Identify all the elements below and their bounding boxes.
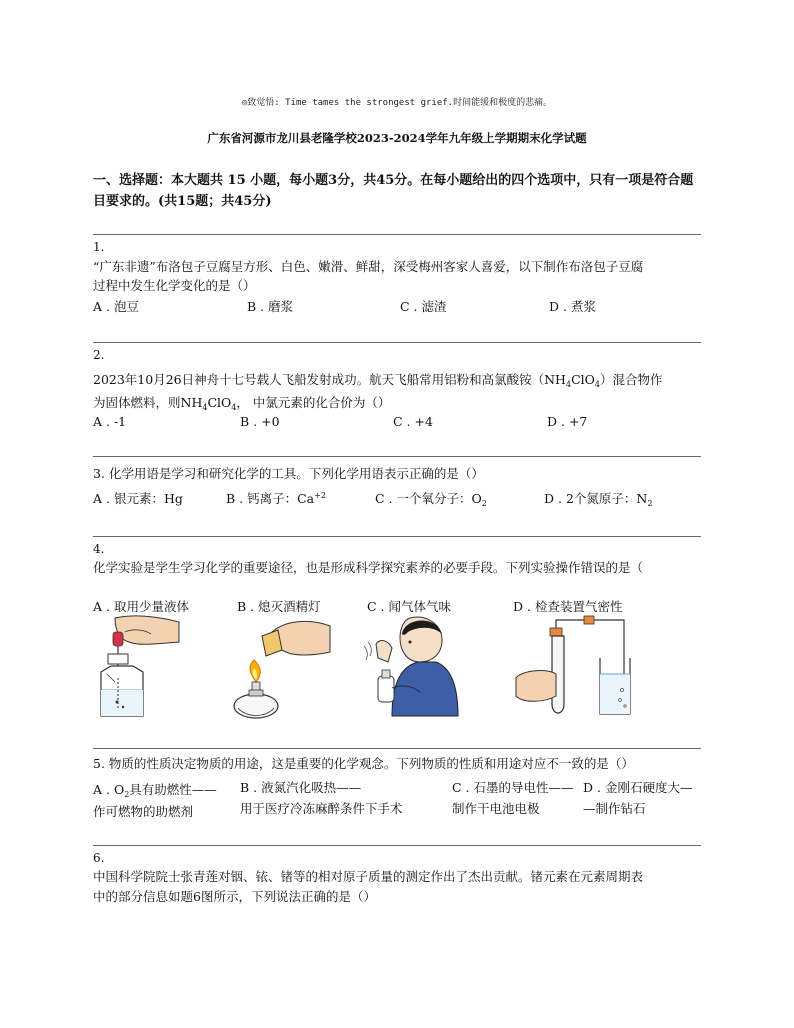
subscript: 2 bbox=[647, 499, 653, 508]
divider bbox=[93, 845, 701, 846]
subscript: 2 bbox=[124, 790, 130, 799]
q5-option-d-line2: —制作钻石 bbox=[583, 801, 646, 816]
q2-number: 2. bbox=[93, 348, 105, 362]
q2-option-c[interactable]: C . +4 bbox=[393, 414, 433, 429]
q3-option-b-text: B . 钙离子：Ca bbox=[226, 491, 315, 506]
q2-text: ClO bbox=[571, 372, 595, 387]
q5-option-c-line2: 制作干电池电极 bbox=[452, 801, 540, 816]
q3-stem: 3. 化学用语是学习和研究化学的工具。下列化学用语表示正确的是（） bbox=[93, 466, 484, 481]
q4-option-a[interactable]: A . 取用少量液体 bbox=[93, 599, 189, 614]
q5-option-a-line1 bbox=[93, 780, 217, 799]
q1-option-c[interactable]: C . 滤渣 bbox=[400, 299, 447, 314]
superscript: +2 bbox=[314, 491, 326, 500]
divider bbox=[93, 234, 701, 235]
subscript: 4 bbox=[231, 403, 237, 412]
q2-text: ， 中氯元素的化合价为（） bbox=[236, 395, 391, 410]
q1-stem-line2: 过程中发生化学变化的是（） bbox=[93, 278, 256, 293]
subscript: 4 bbox=[565, 380, 572, 389]
q2-stem-line1 bbox=[93, 370, 662, 389]
q5-option-a-line2: 作可燃物的助燃剂 bbox=[93, 804, 194, 819]
q5-option-b-line1: B . 液氮汽化吸热—— bbox=[240, 780, 362, 795]
alcohol-lamp-illustration bbox=[232, 612, 332, 720]
q3-option-c-text: C . 一个氧分子：O bbox=[375, 491, 482, 506]
subscript: 2 bbox=[481, 499, 487, 508]
q4-option-c[interactable]: C . 闻气体气味 bbox=[367, 599, 451, 614]
q5-option-a[interactable] bbox=[93, 780, 217, 820]
q6-number: 6. bbox=[93, 851, 105, 865]
q3-option-b[interactable] bbox=[226, 489, 326, 507]
q2-option-a[interactable]: A . -1 bbox=[93, 414, 127, 429]
q1-option-d[interactable]: D . 煮浆 bbox=[549, 299, 596, 314]
q5-option-c[interactable] bbox=[452, 778, 574, 817]
q2-text: ）混合物作 bbox=[599, 372, 663, 387]
q5-option-d-line1: D . 金刚石硬度大— bbox=[583, 780, 693, 795]
q1-option-a[interactable]: A . 泡豆 bbox=[93, 299, 139, 314]
q3-option-a[interactable]: A . 银元素：Hg bbox=[93, 491, 183, 506]
q3-option-d[interactable] bbox=[544, 489, 652, 508]
q2-text: 2023年10月26日神舟十七号载人飞船发射成功。航天飞船常用铝粉和高氯酸铵（NH bbox=[93, 372, 566, 387]
divider bbox=[93, 536, 701, 537]
subscript: 4 bbox=[202, 403, 208, 412]
q1-number: 1. bbox=[93, 240, 105, 254]
q4-option-b[interactable]: B . 熄灭酒精灯 bbox=[237, 599, 321, 614]
q5-option-d[interactable] bbox=[583, 778, 692, 817]
q3-option-d-text: D . 2个氮原子：N bbox=[544, 491, 648, 506]
q5-option-b-line2: 用于医疗冷冻麻醉条件下手术 bbox=[240, 801, 403, 816]
q1-option-b[interactable]: B . 磨浆 bbox=[247, 299, 294, 314]
q2-option-b[interactable]: B . +0 bbox=[240, 414, 280, 429]
q5-stem: 5. 物质的性质决定物质的用途，这是重要的化学观念。下列物质的性质和用途对应不一致的是（） bbox=[93, 756, 634, 771]
smell-gas-illustration bbox=[362, 612, 472, 720]
q2-text: 为固体燃料，则NH bbox=[93, 395, 203, 410]
q4-number: 4. bbox=[93, 542, 105, 556]
subscript: 4 bbox=[594, 380, 600, 389]
q6-stem-line2: 中的部分信息如题6图所示，下列说法正确的是（） bbox=[93, 889, 376, 904]
q2-stem-line2 bbox=[93, 393, 390, 412]
dropper-bottle-illustration bbox=[93, 612, 183, 720]
q5-option-b[interactable] bbox=[240, 778, 403, 817]
divider bbox=[93, 748, 701, 749]
q5-option-a-text: 具有助燃性—— bbox=[129, 782, 217, 797]
header-quote: ◎致觉悟: Time tames the strongest grief.时间能缓和极度的悲痛。 bbox=[241, 98, 553, 108]
q5-option-a-text: A . O bbox=[93, 782, 125, 797]
divider bbox=[93, 456, 701, 457]
q5-option-c-line1: C . 石墨的导电性—— bbox=[452, 780, 574, 795]
q4-stem: 化学实验是学生学习化学的重要途径，也是形成科学探究素养的必要手段。下列实验操作错误的是（ bbox=[93, 560, 644, 575]
page-title: 广东省河源市龙川县老隆学校2023-2024学年九年级上学期期末化学试题 bbox=[207, 131, 587, 145]
q2-text: ClO bbox=[207, 395, 232, 410]
q1-stem-line1: “广东非遗”布洛包子豆腐呈方形、白色、嫩滑、鲜甜，深受梅州客家人喜爱，以下制作布洛包子豆腐 bbox=[93, 259, 644, 274]
divider bbox=[93, 342, 701, 343]
q3-option-c[interactable] bbox=[375, 489, 487, 508]
section-heading: 一、选择题：本大题共 15 小题，每小题3分，共45分。在每小题给出的四个选项中，只有一项是符合题目要求的。(共15题；共45分) bbox=[93, 173, 694, 209]
q2-option-d[interactable]: D . +7 bbox=[547, 414, 588, 429]
q4-option-d[interactable]: D . 检查装置气密性 bbox=[513, 599, 623, 614]
q6-stem-line1: 中国科学院院士张青莲对铟、铱、锗等的相对原子质量的测定作出了杰出贡献。锗元素在元素周期表 bbox=[93, 869, 644, 884]
airtightness-check-illustration bbox=[512, 612, 632, 720]
